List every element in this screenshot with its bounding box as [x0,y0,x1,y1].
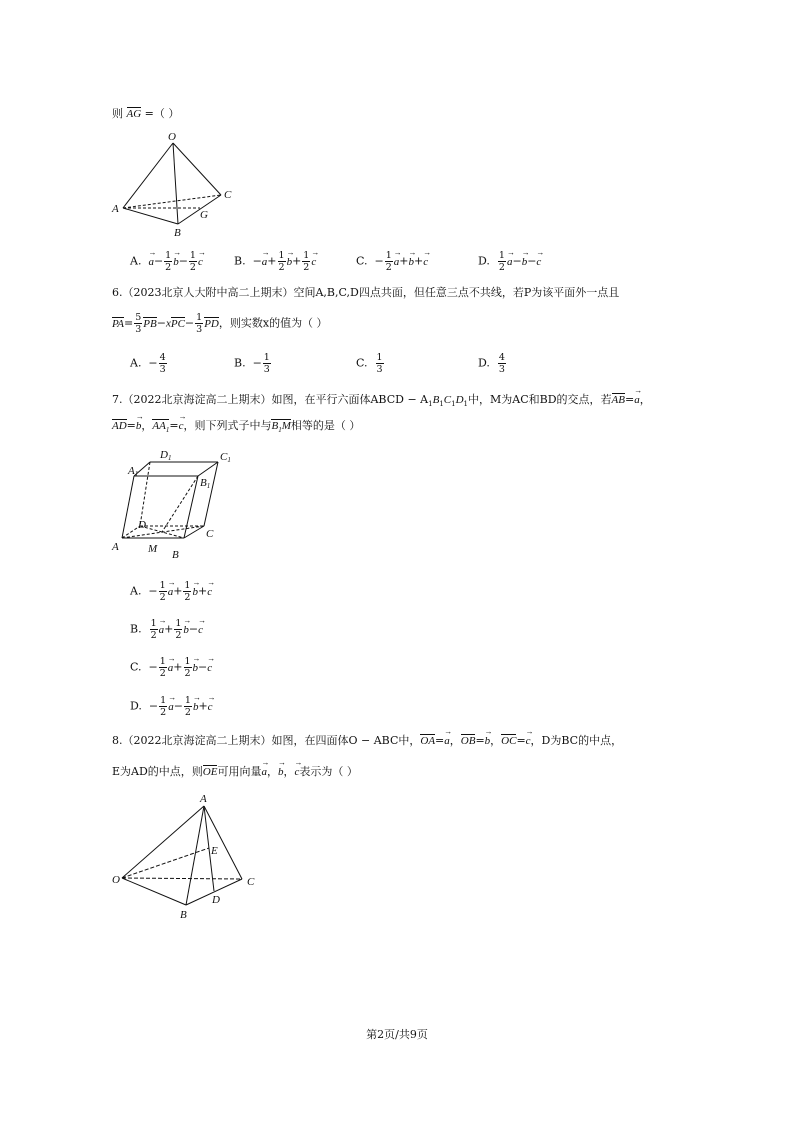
svg-text:G: G [200,209,208,221]
svg-text:B: B [172,549,179,561]
svg-text:A: A [112,203,119,215]
svg-text:A1: A1 [128,465,139,478]
q7-stem-line1: 7.（2022北京海淀高二上期末）如图，在平行六面体ABCD − $A_1B_1C_1D_1$中，M为AC和BD的交点，若AB=a →， [112,393,651,411]
q6-stem-line1: 6.（2023北京人大附中高二上期末）空间A,B,C,D四点共面，但任意三点不共线，若P为该平面外一点且 [112,286,620,299]
q7-option-a[interactable]: A. − $\frac{1}{2}$ a →+ $\frac{1}{2}$ b →+c → [130,580,212,603]
q5-stem: 则 AG =（ ） [112,107,180,120]
svg-text:D1: D1 [160,449,172,462]
svg-text:A: A [200,793,207,805]
q5-option-a[interactable]: A. a →− $\frac{1}{2}$ b →− $\frac{1}{2}$ c → [130,250,203,273]
svg-text:A: A [112,541,119,553]
svg-text:O: O [112,874,120,886]
q5-option-b[interactable]: B. −a →+ $\frac{1}{2}$ b →+ $\frac{1}{2}$ c → [234,250,316,273]
svg-text:M: M [148,543,158,555]
q5-option-d[interactable]: D. $\frac{1}{2}$ a →−b →−c → [478,250,541,273]
q6-option-c[interactable]: C. $\frac{1}{3}$ [356,352,383,375]
q6-stem-line2: PA= $\frac{5}{3}$ PB−xPC− $\frac{1}{3}$ PD，则实数x的值为（ ） [112,312,328,335]
svg-text:C1: C1 [220,451,231,464]
q8-stem-line2: E为AD的中点，则OE可用向量a →，b →，c →表示为（ ） [112,765,358,779]
svg-text:B1: B1 [200,477,211,490]
svg-text:E: E [211,845,218,857]
svg-text:O: O [168,131,176,143]
svg-text:D: D [138,519,146,531]
q5-option-c[interactable]: C. − $\frac{1}{2}$ a →+b →+c → [356,250,428,273]
q6-option-d[interactable]: D. $\frac{4}{3}$ [478,352,505,375]
svg-text:B: B [180,909,187,921]
q6-option-b[interactable]: B. − $\frac{1}{3}$ [234,352,270,375]
q7-option-d[interactable]: D. − $\frac{1}{2}$ a →− $\frac{1}{2}$ b →+c → [130,695,213,718]
q5-tetrahedron-figure [108,128,248,240]
q8-tetrahedron-figure [108,790,268,925]
svg-text:D: D [212,894,220,906]
q8-stem-line1: 8.（2022北京海淀高二上期末）如图，在四面体O − ABC中，OA=a →，OB=b →，OC=c →，D为BC的中点， [112,734,622,748]
q7-stem-line2: AD=b →，$AA_1=c$ →，则下列式子中与$B_1M$相等的是（ ） [112,419,360,437]
q7-parallelepiped-figure [110,446,240,564]
svg-text:C: C [247,876,255,888]
svg-text:B: B [174,227,181,239]
svg-text:C: C [224,189,232,201]
q7-option-c[interactable]: C. − $\frac{1}{2}$ a →+ $\frac{1}{2}$ b →−c → [130,656,212,679]
q7-option-b[interactable]: B. $\frac{1}{2}$ a →+ $\frac{1}{2}$ b →−c → [130,618,203,641]
q6-option-a[interactable]: A. − $\frac{4}{3}$ [130,352,166,375]
svg-text:C: C [206,528,214,540]
page-number: 第2页/共9页 [366,1028,428,1041]
